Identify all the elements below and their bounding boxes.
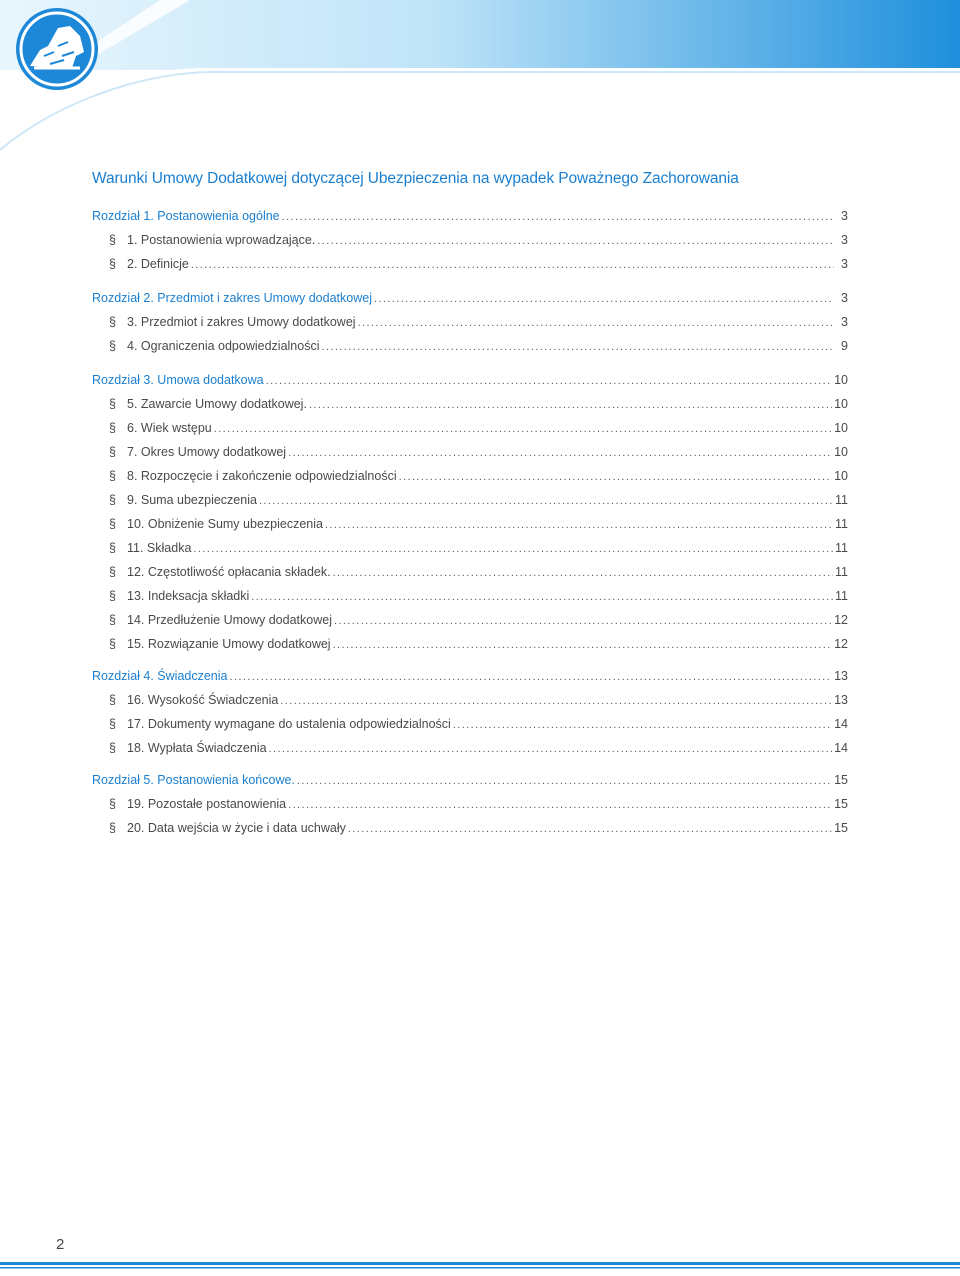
dot-leader [266, 374, 832, 388]
section-sign: § [109, 421, 116, 435]
dot-leader [334, 614, 832, 628]
toc-paragraph-entry[interactable] [92, 464, 848, 484]
toc-page-number: 10 [834, 469, 848, 483]
toc-page-number: 13 [834, 693, 848, 707]
rock-of-gibraltar-logo-icon [14, 6, 100, 92]
toc-paragraph-entry[interactable] [92, 560, 848, 580]
toc-entry-label: 12. Częstotliwość opłacania składek. [127, 565, 331, 579]
toc-page-number: 10 [834, 397, 848, 411]
toc-page-number: 3 [841, 209, 848, 223]
toc-page-number: 11 [835, 517, 848, 531]
section-sign: § [109, 315, 116, 329]
toc-entry-label: 6. Wiek wstępu [127, 421, 212, 435]
section-sign: § [109, 565, 116, 579]
toc-page-number: 10 [834, 445, 848, 459]
toc-page-number: 15 [834, 797, 848, 811]
dot-leader [191, 258, 834, 272]
toc-page-number: 3 [841, 315, 848, 329]
toc-entry-label: 3. Przedmiot i zakres Umowy dodatkowej [127, 315, 356, 329]
toc-entry-label: 19. Pozostałe postanowienia [127, 797, 287, 811]
toc-page-number: 14 [834, 717, 848, 731]
toc-page-number: 12 [834, 613, 848, 627]
toc-entry-label: 16. Wysokość Świadczenia [127, 693, 279, 707]
toc-page-number: 11 [835, 493, 848, 507]
toc-entry-label: 5. Zawarcie Umowy dodatkowej. [127, 397, 307, 411]
header-banner [0, 0, 960, 160]
dot-leader [309, 398, 832, 412]
toc-page-number: 12 [834, 637, 848, 651]
dot-leader [193, 542, 833, 556]
toc-chapter-entry[interactable] [92, 204, 848, 224]
toc-paragraph-entry[interactable] [92, 334, 848, 354]
toc-page-number: 11 [835, 541, 848, 555]
dot-leader [317, 234, 834, 248]
toc-entry-label: 7. Okres Umowy dodatkowej [127, 445, 287, 459]
toc-paragraph-entry[interactable] [92, 228, 848, 248]
dot-leader [374, 292, 834, 306]
toc-paragraph-entry[interactable] [92, 512, 848, 532]
toc-paragraph-entry[interactable] [92, 736, 848, 756]
toc-entry-label: 14. Przedłużenie Umowy dodatkowej [127, 613, 332, 627]
dot-leader [358, 316, 834, 330]
toc-paragraph-entry[interactable] [92, 608, 848, 628]
toc-entry-label: 13. Indeksacja składki [127, 589, 250, 603]
toc-paragraph-entry[interactable] [92, 688, 848, 708]
dot-leader [297, 774, 832, 788]
dot-leader [453, 718, 832, 732]
toc-entry-label: 18. Wypłata Świadczenia [127, 741, 267, 755]
section-sign: § [109, 397, 116, 411]
toc-entry-label: Rozdział 3. Umowa dodatkowa [92, 373, 264, 387]
toc-entry-label: 15. Rozwiązanie Umowy dodatkowej [127, 637, 331, 651]
section-sign: § [109, 445, 116, 459]
toc-entry-label: Rozdział 5. Postanowienia końcowe. [92, 773, 295, 787]
toc-paragraph-entry[interactable] [92, 392, 848, 412]
toc-entry-label: 2. Definicje [127, 257, 189, 271]
dot-leader [214, 422, 832, 436]
toc-paragraph-entry[interactable] [92, 712, 848, 732]
toc-paragraph-entry[interactable] [92, 252, 848, 272]
toc-page-number: 3 [841, 233, 848, 247]
dot-leader [288, 798, 832, 812]
section-sign: § [109, 717, 116, 731]
toc-paragraph-entry[interactable] [92, 440, 848, 460]
toc-page-number: 15 [834, 821, 848, 835]
section-sign: § [109, 517, 116, 531]
toc-entry-label: 8. Rozpoczęcie i zakończenie odpowiedzialności [127, 469, 397, 483]
section-sign: § [109, 493, 116, 507]
dot-leader [333, 638, 833, 652]
toc-page-number: 11 [835, 589, 848, 603]
dot-leader [269, 742, 833, 756]
toc-page-number: 3 [841, 257, 848, 271]
toc-paragraph-entry[interactable] [92, 310, 848, 330]
toc-chapter-entry[interactable] [92, 286, 848, 306]
toc-entry-label: Rozdział 1. Postanowienia ogólne [92, 209, 280, 223]
dot-leader [321, 340, 834, 354]
toc-entry-label: 20. Data wejścia w życie i data uchwały [127, 821, 346, 835]
dot-leader [333, 566, 833, 580]
section-sign: § [109, 541, 116, 555]
dot-leader [399, 470, 832, 484]
section-sign: § [109, 821, 116, 835]
section-sign: § [109, 797, 116, 811]
toc-entry-label: 17. Dokumenty wymagane do ustalenia odpowiedzialności [127, 717, 451, 731]
section-sign: § [109, 637, 116, 651]
section-sign: § [109, 693, 116, 707]
toc-paragraph-entry[interactable] [92, 632, 848, 652]
toc-page-number: 3 [841, 291, 848, 305]
dot-leader [288, 446, 832, 460]
dot-leader [230, 670, 833, 684]
dot-leader [348, 822, 832, 836]
section-sign: § [109, 589, 116, 603]
document-title: Warunki Umowy Dodatkowej dotyczącej Ubezpieczenia na wypadek Poważnego Zachorowania [92, 170, 739, 187]
dot-leader [280, 694, 832, 708]
dot-leader [325, 518, 833, 532]
toc-entry-label: Rozdział 4. Świadczenia [92, 669, 228, 683]
section-sign: § [109, 257, 116, 271]
toc-paragraph-entry[interactable] [92, 488, 848, 508]
section-sign: § [109, 469, 116, 483]
dot-leader [251, 590, 833, 604]
dot-leader [259, 494, 833, 508]
toc-entry-label: Rozdział 2. Przedmiot i zakres Umowy dodatkowej [92, 291, 372, 305]
toc-paragraph-entry[interactable] [92, 816, 848, 836]
toc-page-number: 11 [835, 565, 848, 579]
toc-page-number: 14 [834, 741, 848, 755]
dot-leader [282, 210, 834, 224]
toc-paragraph-entry[interactable] [92, 792, 848, 812]
section-sign: § [109, 741, 116, 755]
toc-page-number: 10 [834, 373, 848, 387]
section-sign: § [109, 339, 116, 353]
toc-page-number: 13 [834, 669, 848, 683]
toc-entry-label: 4. Ograniczenia odpowiedzialności [127, 339, 320, 353]
toc-chapter-entry[interactable] [92, 368, 848, 388]
footer-rule [0, 1262, 960, 1272]
toc-entry-label: 10. Obniżenie Sumy ubezpieczenia [127, 517, 323, 531]
toc-page-number: 15 [834, 773, 848, 787]
toc-paragraph-entry[interactable] [92, 584, 848, 604]
page-number: 2 [56, 1236, 65, 1253]
toc-entry-label: 1. Postanowienia wprowadzające. [127, 233, 316, 247]
toc-entry-label: 9. Suma ubezpieczenia [127, 493, 257, 507]
toc-page-number: 9 [841, 339, 848, 353]
toc-chapter-entry[interactable] [92, 768, 848, 788]
toc-paragraph-entry[interactable] [92, 536, 848, 556]
toc-entry-label: 11. Składka [127, 541, 192, 555]
section-sign: § [109, 233, 116, 247]
toc-paragraph-entry[interactable] [92, 416, 848, 436]
toc-page-number: 10 [834, 421, 848, 435]
toc-chapter-entry[interactable] [92, 664, 848, 684]
section-sign: § [109, 613, 116, 627]
